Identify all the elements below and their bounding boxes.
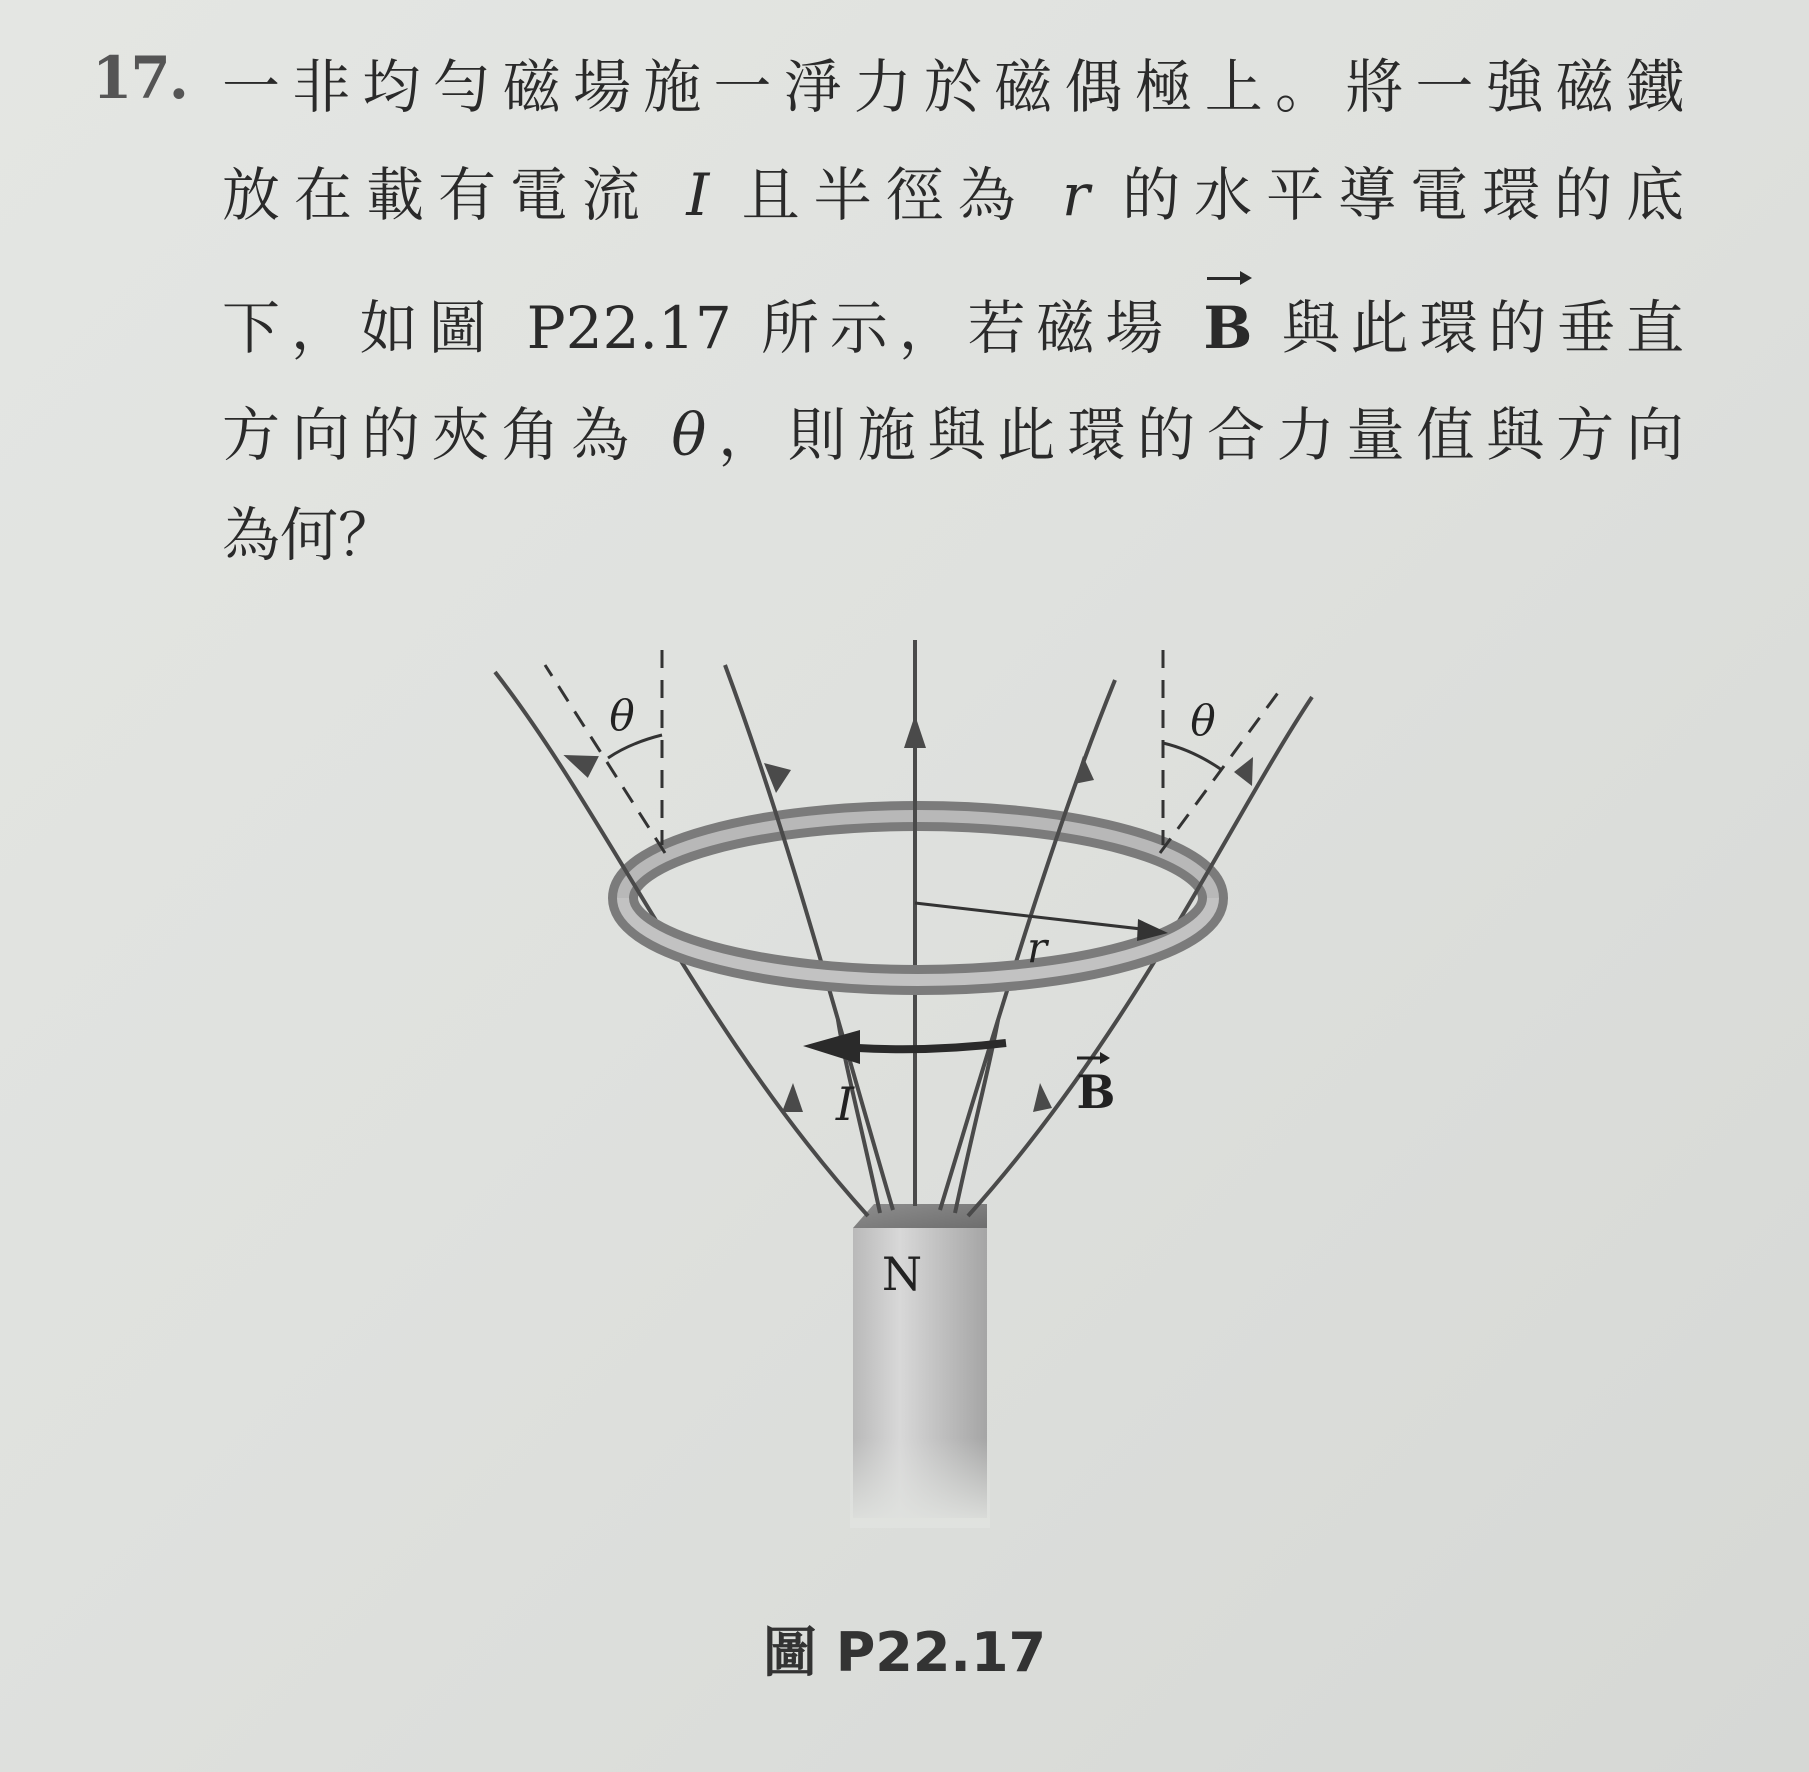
field-label-arrow-head [1100,1052,1110,1064]
ring-back [623,816,1213,898]
figure-caption: 圖 P22.17 [762,1621,1047,1684]
ring-front [623,898,1213,980]
field-label: B [1076,1065,1116,1119]
arrowhead [1074,756,1094,784]
line4-text-b: ，則施與此環的合力量值與方向 [706,401,1684,469]
magnet-top-face [853,1204,987,1228]
line4-text-a: 方向的夾角為 [222,401,672,469]
arrowhead [1234,757,1253,786]
right-tangent-dashed [1160,690,1280,853]
magnet-pole-label: N [881,1247,923,1301]
current-label: I [835,1077,855,1131]
problem-line-2 [222,160,1684,230]
bar-magnet [850,1204,990,1528]
radius-label: r [1026,923,1048,972]
line2-text-b: 且半徑為 [709,161,1062,229]
line3-text-b: 與此環的垂直 [1252,294,1684,362]
problem-number: 17. [92,44,187,112]
theta-left-label: θ [609,691,635,740]
arrowhead [1033,1083,1052,1112]
current-arrow [858,1043,1006,1049]
problem-line-1: 一非均勻磁場施一淨力於磁偶極上。將一強磁鐵 [222,53,1684,121]
arrowhead [782,1083,803,1112]
arrowhead [904,715,926,748]
field-label-group [1077,1052,1116,1119]
problem-line-3 [222,293,1684,363]
problem-line-4 [222,400,1684,470]
problem-line-5: 為何？ [222,501,397,569]
line2-text-a: 放在載有電流 [222,161,687,229]
problem-text [0,0,1809,600]
line3-text-a: 下，如圖 P22.17 所示，若磁場 [222,294,1204,362]
theta-variable: θ [671,401,707,469]
radius-variable: r [1062,161,1090,229]
theta-right-label: θ [1190,696,1216,745]
figure-p22-17 [0,600,1809,1600]
field-line [725,665,893,1210]
right-angle-arc [1163,743,1222,770]
diagram-svg [0,600,1809,1600]
line2-text-c: 的水平導電環的底 [1089,161,1685,229]
current-variable: I [686,161,710,229]
field-vector: B [1203,294,1253,362]
left-tangent-dashed [545,665,665,853]
current-arrowhead [803,1030,860,1064]
